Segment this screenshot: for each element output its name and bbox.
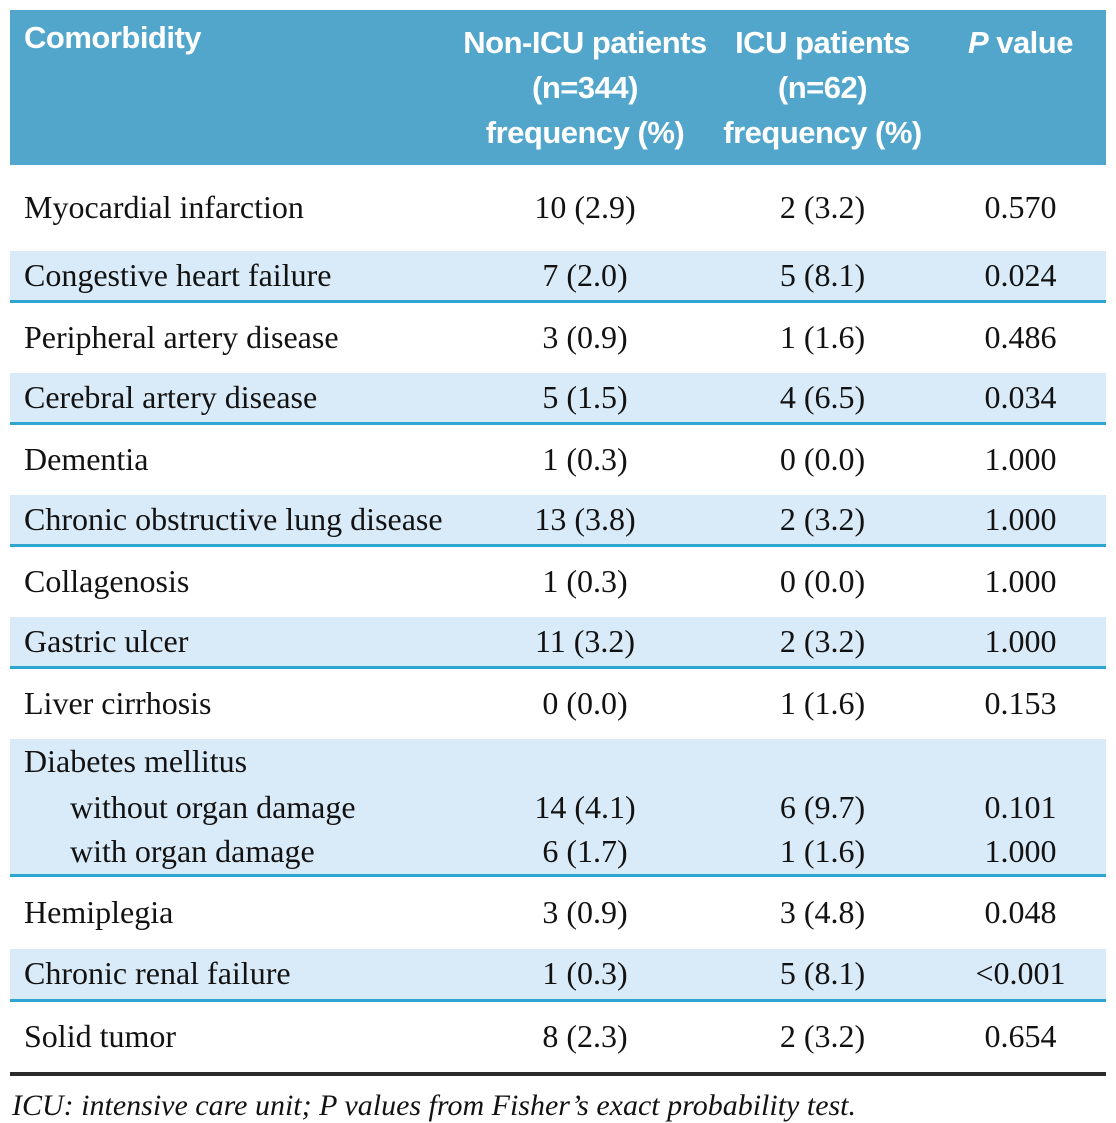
comorbidity-cell: Liver cirrhosis <box>24 685 212 722</box>
header-icu-title: ICU patients <box>735 25 910 60</box>
header-non-icu-title: Non-ICU patients <box>463 25 707 60</box>
table-row <box>10 785 1106 830</box>
p-word: value <box>996 25 1073 60</box>
comorbidity-cell: Collagenosis <box>24 563 190 600</box>
p-value-cell: 1.000 <box>935 830 1106 876</box>
icu-frequency-cell: 3 (4.8) <box>779 894 866 931</box>
icu-frequency-cell: 0 (0.0) <box>779 441 866 478</box>
comorbidity-cell: Chronic obstructive lung disease <box>10 495 460 546</box>
non-icu-frequency-cell: 1 (0.3) <box>542 441 628 478</box>
icu-frequency-cell: 5 (8.1) <box>710 949 935 1001</box>
bottom-rule <box>10 1072 1106 1076</box>
table-row <box>10 165 1106 251</box>
icu-frequency-cell <box>710 739 935 785</box>
header-row <box>10 10 1106 165</box>
table-row <box>10 495 1106 546</box>
comorbidity-cell: with organ damage <box>10 830 460 876</box>
p-value-cell: 1.000 <box>935 617 1106 668</box>
header-icu-frequency: frequency (%) <box>723 115 922 150</box>
non-icu-frequency-cell: 11 (3.2) <box>460 617 710 668</box>
comorbidity-cell: Cerebral artery disease <box>10 373 460 424</box>
non-icu-frequency-cell: 8 (2.3) <box>542 1018 628 1055</box>
comorbidity-cell: Solid tumor <box>24 1018 177 1055</box>
icu-frequency-cell: 2 (3.2) <box>710 617 935 668</box>
header-non-icu-n: (n=344) <box>532 70 638 105</box>
p-value-cell <box>935 739 1106 785</box>
non-icu-frequency-cell: 14 (4.1) <box>460 785 710 830</box>
comorbidity-cell: Chronic renal failure <box>10 949 460 1001</box>
comorbidity-cell: without organ damage <box>10 785 460 830</box>
non-icu-frequency-cell: 6 (1.7) <box>460 830 710 876</box>
comorbidity-cell: Congestive heart failure <box>10 251 460 302</box>
p-value-cell: 0.654 <box>984 1018 1057 1055</box>
p-value-cell: 1.000 <box>984 441 1057 478</box>
table-row <box>10 617 1106 668</box>
comorbidity-cell: Gastric ulcer <box>10 617 460 668</box>
table-row <box>10 668 1106 740</box>
table-row <box>10 876 1106 950</box>
table-row <box>10 830 1106 876</box>
p-value-cell: 0.048 <box>984 894 1057 931</box>
comorbidity-cell: Dementia <box>24 441 149 478</box>
icu-frequency-cell: 1 (1.6) <box>779 685 866 722</box>
header-non-icu-frequency: frequency (%) <box>485 115 685 150</box>
non-icu-frequency-cell: 1 (0.3) <box>460 949 710 1001</box>
table-row <box>10 424 1106 496</box>
icu-frequency-cell: 4 (6.5) <box>710 373 935 424</box>
icu-frequency-cell: 2 (3.2) <box>710 495 935 546</box>
p-value-cell: 0.570 <box>984 189 1057 226</box>
table-row <box>10 302 1106 374</box>
table-group-row <box>10 739 1106 785</box>
p-value-cell: 0.101 <box>935 785 1106 830</box>
table-row <box>10 251 1106 302</box>
non-icu-frequency-cell: 10 (2.9) <box>534 189 636 226</box>
comorbidity-group-cell: Diabetes mellitus <box>10 739 460 785</box>
non-icu-frequency-cell: 13 (3.8) <box>460 495 710 546</box>
header-non-icu <box>460 10 710 165</box>
comorbidity-cell: Myocardial infarction <box>24 189 304 226</box>
footnote: ICU: intensive care unit; P values from Fisher’s exact probability test. <box>12 1089 857 1122</box>
non-icu-frequency-cell: 3 (0.9) <box>542 319 628 356</box>
table-row <box>10 546 1106 618</box>
header-icu-n: (n=62) <box>777 70 868 105</box>
icu-frequency-cell: 5 (8.1) <box>710 251 935 302</box>
table-row <box>10 949 1106 1001</box>
p-value-cell: 0.486 <box>984 319 1057 356</box>
p-value-cell: 0.153 <box>984 685 1057 722</box>
non-icu-frequency-cell <box>460 739 710 785</box>
header-comorbidity: Comorbidity <box>10 10 460 165</box>
p-value-cell: 1.000 <box>935 495 1106 546</box>
table-row <box>10 373 1106 424</box>
icu-frequency-cell: 2 (3.2) <box>779 189 866 226</box>
comorbidity-cell: Hemiplegia <box>24 894 174 931</box>
non-icu-frequency-cell: 1 (0.3) <box>542 563 628 600</box>
comorbidity-cell: Peripheral artery disease <box>24 319 339 356</box>
p-value-cell: 0.024 <box>935 251 1106 302</box>
non-icu-frequency-cell: 3 (0.9) <box>542 894 628 931</box>
icu-frequency-cell: 6 (9.7) <box>710 785 935 830</box>
non-icu-frequency-cell: 5 (1.5) <box>460 373 710 424</box>
icu-frequency-cell: 1 (1.6) <box>710 830 935 876</box>
p-symbol: P <box>968 25 989 60</box>
non-icu-frequency-cell: 7 (2.0) <box>460 251 710 302</box>
p-value-cell: 0.034 <box>935 373 1106 424</box>
icu-frequency-cell: 0 (0.0) <box>779 563 866 600</box>
table-row <box>10 1001 1106 1073</box>
icu-frequency-cell: 1 (1.6) <box>779 319 866 356</box>
header-icu <box>710 10 935 165</box>
comorbidity-table <box>10 10 1106 1072</box>
icu-frequency-cell: 2 (3.2) <box>779 1018 866 1055</box>
p-value-cell: 1.000 <box>984 563 1057 600</box>
non-icu-frequency-cell: 0 (0.0) <box>542 685 628 722</box>
p-value-cell: <0.001 <box>935 949 1106 1001</box>
header-p-value <box>935 10 1106 165</box>
